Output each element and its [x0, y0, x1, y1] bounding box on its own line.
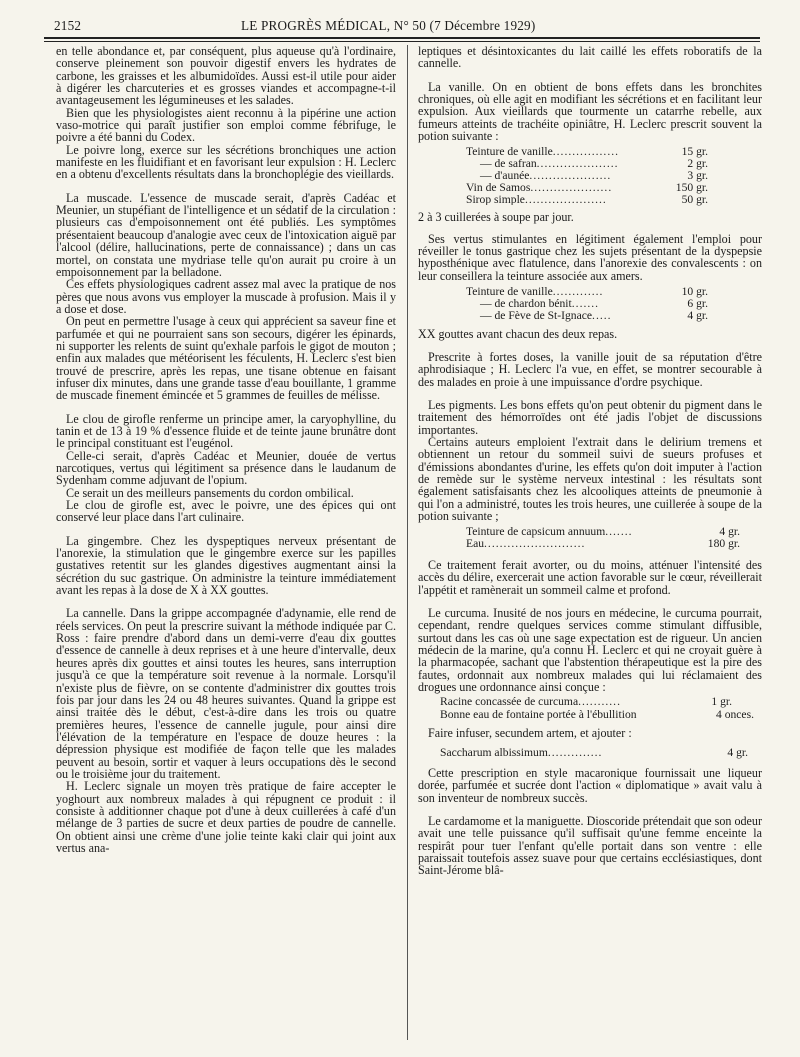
prescription-row: Saccharum albissimum.............. 4 gr. — [440, 746, 748, 760]
ingredient: Racine concassée de curcuma — [440, 695, 579, 709]
header-rule-thick — [44, 37, 760, 39]
quantity: 15 gr. — [681, 145, 708, 159]
paragraph: Ces effets physiologiques cadrent assez mal avec la pratique de nos pères que nous avons vus employer la muscade à profusion. Mais il y a dose et dose. — [56, 277, 396, 316]
paragraph: Certains auteurs emploient l'extrait dans le delirium tremens et obtiennent un retour du sommeil suivi de sueurs profuses et d'émissions abondantes d'urine, les effets qu'on doit imputer à l'action de remède sur le système nerveux intestinal : les résultats sont également satisfaisants chez les alcooliques atteints de pneumonie à qui l'on a administré, toutes les trois heures, une cuillerée à soupe de la potion suivante ; — [418, 434, 762, 523]
paragraph-curcuma: Le curcuma. Inusité de nos jours en médecine, le curcuma pourrait, cependant, rendre quelques services comme stimulant diffusible, surtout dans les cas où une sage expectation est de rigueur. Un ancien médecin de la marine, qu'a connu H. Leclerc et qui ne croyait guère à la pharmacopée, sachant que l'abstention thérapeutique est la pire des fautes, ordonnait aux nombreux malades qui lui réclamaient des drogues une ordonnance ainsi conçue : — [418, 605, 762, 694]
ingredient: — de safran — [480, 158, 537, 170]
prescription-table — [466, 146, 708, 205]
paragraph: en telle abondance et, par conséquent, plus aqueuse qu'à l'ordinaire, conserve pleinement son pouvoir digestif envers les hydrates de carbone, les graisses et les albumidoïdes. Aussi est-il utile pour aider à digérer les charcuteries et es grosses viandes et accompagne-t-il avantageusement les légumineuses et les salades. — [56, 45, 396, 108]
paragraph: Le clou de girofle est, avec le poivre, une des épices qui ont conservé leur place dans l'art culinaire. — [56, 498, 396, 525]
paragraph-vanille: La vanille. On en obtient de bons effets dans les bronchites chroniques, où elle agit en modifiant les sécrétions et en facilitant leur expulsion. Aux vieillards que tourmente un catarrhe rebelle, aux fumeurs atteints de trachéite opiniâtre, H. Leclerc prescrit souvent la potion suivante : — [418, 79, 762, 144]
ingredient: Bonne eau de fontaine portée à l'ébullition — [440, 708, 637, 722]
quantity: 1 gr. — [711, 695, 732, 709]
prescription-row: Sirop simple..................... 50 gr. — [466, 192, 708, 206]
page-number: 2152 — [54, 18, 82, 33]
quantity: 2 gr. — [687, 157, 708, 171]
paragraph-muscade: La muscade. L'essence de muscade serait, d'après Cadéac et Meunier, un stupéfiant de l'intelligence et un sédatif de la circulation : plusieurs cas d'empoisonnement ont été publiés. Les symptômes présentaient beaucoup d'analogie avec ceux de l'intoxication aiguë par l'alcool (délire, hallucinations, perte de connaissance) ; dans un cas mortel, on constata une mydriase telle qu'on aurait pu croire à un empoisonnement par la belladone. — [56, 190, 396, 279]
paragraph: H. Leclerc signale un moyen très pratique de faire accepter le yoghourt aux nombreux malades à qui répugnent ce produit : il consiste à additionner chaque pot d'une à deux cuillerées à café d'un mélange de 3 parties de sucre et deux parties de poudre de cannelle. On obtient ainsi une crème d'une jolie teinte kaki clair qui joint aux vertus ana- — [56, 779, 396, 855]
paragraph: On peut en permettre l'usage à ceux qui apprécient sa saveur fine et parfumée et qui ne pourraient sans son secours, digérer les épinards, ni supporter les relents de suint qu'exhale parfois le gigot de mouton ; enfin aux malades que météorisent les féculents, H. Leclerc s'est bien trouvé de prescrire, après les repas, une tisane obtenue en faisant infuser dix minutes, dans une grande tasse d'eau bouillante, 1 gramme de muscade finement émincée et 5 grammes de feuilles de mélisse. — [56, 314, 396, 403]
ingredient: Saccharum albissimum — [440, 746, 548, 760]
paragraph-girofle: Le clou de girofle renferme un principe amer, la caryophylline, du tanin et de 13 à 19 % d'essence fluide et de teinte jaune brunâtre dont le principal constituant est l'eugénol. — [56, 411, 396, 451]
paragraph-gingembre: La gingembre. Chez les dyspeptiques nerveux présentant de l'anorexie, la stimulation que le gingembre exerce sur les papilles gustatives retentit sur les glandes digestives augmentant ainsi la sécrétion du suc gastrique. On administre la teinture immédiatement avant les repas à la dose de X à XX gouttes. — [56, 533, 396, 598]
prescription-row: — de chardon bénit....... 6 gr. — [466, 298, 708, 310]
ingredient: — de chardon bénit — [480, 297, 572, 310]
quantity: 3 gr. — [687, 169, 708, 182]
paragraph: Celle-ci serait, d'après Cadéac et Meunier, douée de vertus narcotiques, vertus qui légitiment sa présence dans le laudanum de Sydenham comme adjuvant de l'opium. — [56, 448, 396, 488]
right-column — [418, 45, 762, 1045]
quantity: 180 gr. — [707, 537, 740, 551]
ingredient: Vin de Samos — [466, 181, 531, 194]
paragraph-cardamome: Le cardamome et la maniguette. Dioscoride prétendait que son odeur avait une telle puissance qu'il suffisait qu'une femme enceinte la respirât pour tuer l'enfant qu'elle portait dans son ventre : elle paraissait toutefois assez suave pour que certains ecclésiastiques, dont Saint-Jérome blâ- — [418, 814, 762, 878]
paragraph: Cette prescription en style macaronique fournissait une liqueur dorée, parfumée et sucrée dont l'action « diplomatique » avait valu à son inventeur de nombreux succès. — [418, 766, 762, 805]
ingredient: Eau — [466, 538, 485, 550]
quantity: 4 onces. — [716, 708, 754, 722]
quantity: 4 gr. — [719, 525, 740, 539]
ingredient: Sirop simple — [466, 193, 525, 206]
quantity: 6 gr. — [687, 296, 708, 310]
paragraph-pigments: Les pigments. Les bons effets qu'on peut obtenir du pigment dans le traitement des hémorroïdes ont été jadis l'objet de discussions importantes. — [418, 397, 762, 437]
prescription-row: Vin de Samos..................... 150 gr. — [466, 180, 708, 194]
paragraph: Prescrite à fortes doses, la vanille jouit de sa réputation d'être aphrodisiaque ; H. Leclerc l'a vue, en effet, se montrer secourable à des malades en proie à une impuissance d'ordre psychique. — [418, 349, 762, 389]
header-rule-thin — [44, 41, 760, 42]
quantity: 150 gr. — [675, 180, 708, 194]
prescription-row: — de safran..................... 2 gr. — [466, 158, 708, 170]
paragraph: XX gouttes avant chacun des deux repas. — [418, 326, 618, 341]
quantity: 50 gr. — [681, 192, 708, 206]
ingredient: — d'aunée — [480, 170, 530, 182]
prescription-row — [440, 709, 762, 721]
paragraph: Ce serait un des meilleurs pansements du cordon ombilical. — [66, 485, 354, 500]
paragraph: Bien que les physiologistes aient reconnu à la pipérine une action vaso-motrice qui paraît justifier son emploi comme fébrifuge, le poivre a été banni du Codex. — [56, 105, 396, 145]
prescription-row: Teinture de capsicum annuum....... 4 gr. — [466, 525, 740, 539]
prescription-table — [466, 526, 740, 550]
left-column — [56, 45, 396, 1045]
column-divider — [407, 45, 408, 1040]
prescription-row: Racine concassée de curcuma........... 1 gr. — [440, 695, 732, 709]
paragraph: Ce traitement ferait avorter, ou du moins, atténuer l'intensité des accès du délire, exercerait une action favorable sur le cœur, réveillerait l'appétit et ramènerait un sommeil calme et profond. — [418, 557, 762, 597]
prescription-table — [466, 286, 708, 321]
paragraph: Ses vertus stimulantes en légitiment également l'emploi pour réveiller le tonus gastrique chez les sujets présentant de la dyspepsie hyposthénique avec flatulence, dans l'anorexie des convalescents : on leur conseillera la teinture associée aux amers. — [418, 231, 762, 283]
prescription-row: — de Fève de St-Ignace..... 4 gr. — [466, 310, 708, 322]
quantity: 10 gr. — [681, 285, 708, 299]
ingredient: — de Fève de St-Ignace — [480, 309, 593, 322]
paragraph-cannelle: La cannelle. Dans la grippe accompagnée d'adynamie, elle rend de réels services. On peut la prescrire suivant la méthode indiquée par C. Ross : faire prendre d'abord dans un demi-verre d'eau dix gouttes d'essence de cannelle à deux reprises et à une heure d'intervalle, deux heures après dix gouttes et ainsi toutes les heures, sans interruption jusqu'à ce que la température soit revenue à la normale. Lorsqu'il n'existe plus de fièvre, on se contente d'administrer dix gouttes trois fois par jour dans les 24 ou 48 heures suivantes. Quand la grippe est ainsi traitée dès le début, c'est-à-dire dans les trois ou quatre premières heures, l'essence de cannelle jugule, pour ainsi dire l'élévation de la température en l'espace de douze heures : la dépression physique est modifiée de façon telle que les malades peuvent au besoin, sortir et vaquer à leurs occupations dès le second ou le troisième jour du traitement. — [56, 606, 396, 781]
paragraph: 2 à 3 cuillerées à soupe par jour. — [418, 210, 574, 225]
ingredient: Teinture de vanille — [466, 286, 553, 298]
ingredient: Teinture de vanille — [466, 146, 553, 159]
prescription-row: — d'aunée..................... 3 gr. — [466, 170, 708, 182]
paragraph: Faire infuser, secundem artem, et ajouter : — [428, 725, 632, 740]
quantity: 4 gr. — [727, 746, 748, 760]
paragraph: Le poivre long, exerce sur les sécrétions bronchiques une action manifeste en les fluidifiant et en favorisant leur expulsion : H. Leclerc en a obtenu d'excellents résultats dans la bronchoplégie des vieillards. — [56, 142, 396, 182]
prescription-row: Teinture de vanille................. 15 gr. — [466, 145, 708, 159]
running-title: LE PROGRÈS MÉDICAL, N° 50 (7 Décembre 1929) — [241, 18, 536, 33]
quantity: 4 gr. — [687, 308, 708, 322]
ingredient: Teinture de capsicum annuum — [466, 526, 606, 539]
prescription-row: Eau.......................... 180 gr. — [466, 537, 740, 551]
prescription-row: Teinture de vanille............. 10 gr. — [466, 285, 708, 299]
running-header — [54, 18, 762, 34]
paragraph: leptiques et désintoxicantes du lait caillé les effets roboratifs de la cannelle. — [418, 45, 762, 71]
